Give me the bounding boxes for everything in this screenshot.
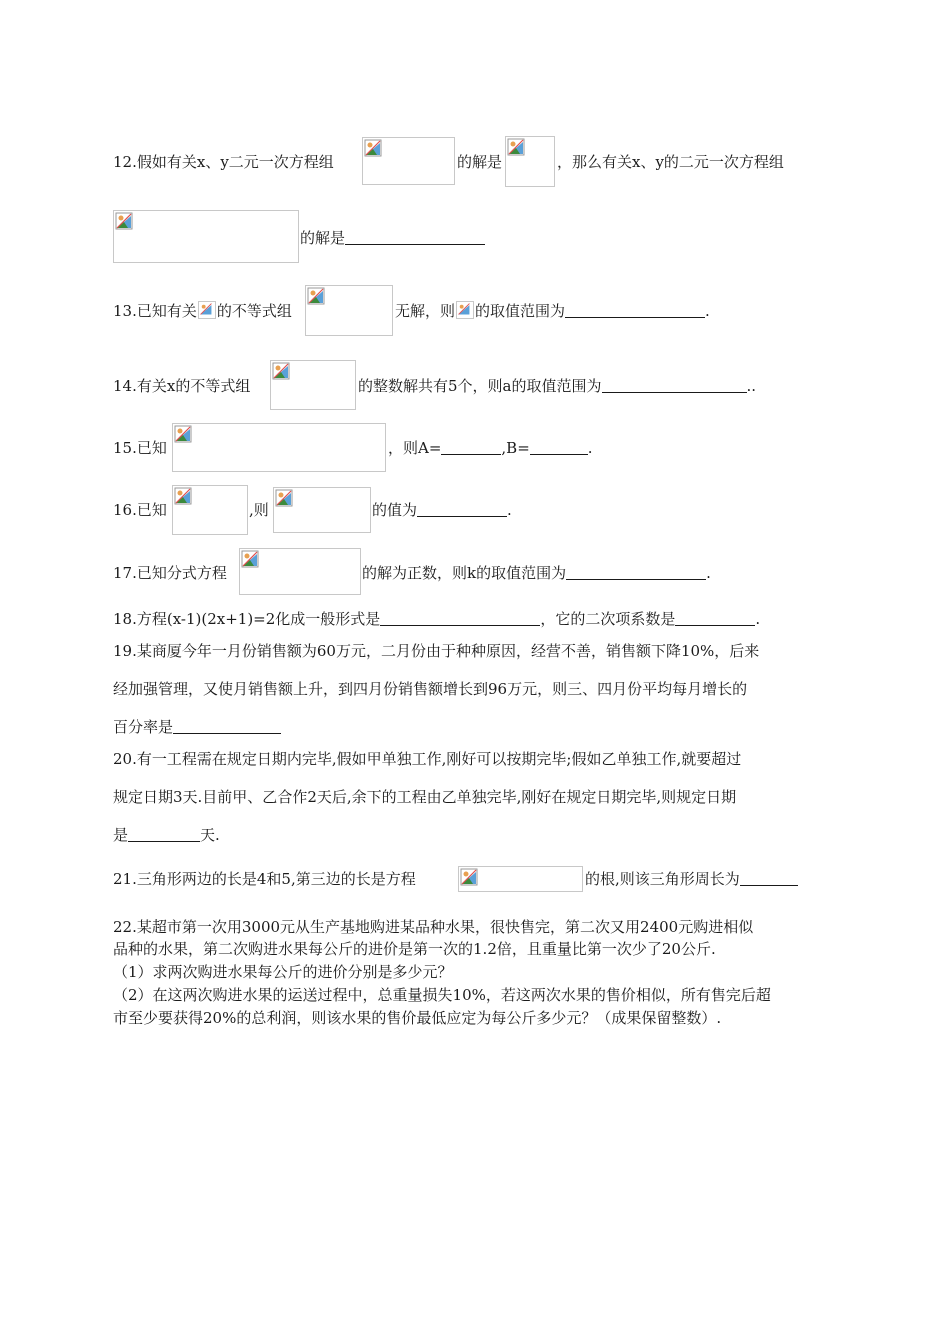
broken-image-icon (307, 287, 325, 305)
answer-blank-general-form[interactable] (380, 609, 540, 626)
q12-line1: 12.假如有关x、y二元一次方程组 (113, 153, 334, 171)
q21-line: 21.三角形两边的长是4和5,第三边的长是方程 (113, 870, 416, 888)
broken-image-icon (174, 487, 192, 505)
broken-image-icon (241, 550, 259, 568)
q13-line: 13.已知有关 的不等式组 (113, 302, 292, 320)
equation-system-image (362, 137, 455, 185)
quadratic-equation-image (458, 866, 583, 892)
expression-image (273, 487, 371, 533)
q12-line2: 的解是 (300, 228, 485, 248)
q22-line3: （1）求两次购进水果每公斤的进价分别是多少元？ (113, 963, 453, 981)
q22-line5: 市至少要获得20%的总利润，则该水果的售价最低应定为每公斤多少元？（成果保留整数）. (113, 1009, 722, 1027)
q12-text-c: ，那么有关x、y的二元一次方程组 (557, 153, 784, 171)
broken-image-icon (460, 868, 478, 886)
q14-line: 14.有关x的不等式组 (113, 377, 251, 395)
answer-blank[interactable] (566, 563, 706, 580)
q20-line2: 规定日期3天.目前甲、乙合作2天后,余下的工程由乙单独完毕,刚好在规定日期完毕,则规定日期 (113, 788, 737, 806)
answer-blank[interactable] (740, 869, 798, 886)
broken-image-icon (507, 138, 525, 156)
fraction-identity-image (172, 423, 386, 472)
q19-line2: 经加强管理，又使月销售额上升，到四月份销售额增长到96万元，则三、四月份平均每月增长的 (113, 680, 748, 698)
answer-blank[interactable] (128, 825, 200, 842)
broken-image-icon (174, 425, 192, 443)
broken-image-icon (115, 212, 133, 230)
q22-line1: 22.某超市第一次用3000元从生产基地购进某品种水果，很快售完，第二次又用2400元购进相似 (113, 918, 754, 936)
inequality-system-image (305, 285, 393, 336)
q21-text-b: 的根,则该三角形周长为 (585, 869, 798, 889)
q17-line: 17.已知分式方程 (113, 564, 227, 582)
q16-text-b: ,则 (249, 501, 269, 519)
q12-text-b: 的解是 (457, 153, 503, 171)
q13-line-b: 无解，则 的取值范围为 . (395, 302, 710, 320)
q18-line: 18.方程(x-1)(2x+1)=2化成一般形式是 ，它的二次项系数是 . (113, 610, 761, 628)
answer-blank-coefficient[interactable] (675, 609, 755, 626)
broken-image-icon (198, 301, 216, 319)
q14-line-b: 的整数解共有5个，则a的取值范围为 .. (358, 377, 757, 395)
q22-line2: 品种的水果，第二次购进水果每公斤的进价是第一次的1.2倍，且重量比第一次少了20公斤. (113, 940, 716, 958)
q22-line4: （2）在这两次购进水果的运送过程中，总重量损失10%，若这两次水果的售价相似，所有售完后超 (113, 986, 771, 1004)
answer-blank[interactable] (417, 500, 507, 517)
answer-blank[interactable] (565, 301, 705, 318)
answer-blank[interactable] (602, 376, 747, 393)
q16-text-c: 的值为 . (372, 501, 512, 519)
equation-system-2-image (113, 210, 299, 263)
broken-image-icon (275, 489, 293, 507)
broken-image-icon (272, 362, 290, 380)
q15-line: 15.已知 (113, 439, 167, 457)
solution-image (505, 136, 555, 187)
given-condition-image (172, 485, 248, 535)
answer-blank-b[interactable] (530, 438, 588, 455)
inequality-system-image (270, 360, 356, 410)
q20-line3: 是 天. (113, 826, 220, 844)
broken-image-icon (456, 301, 474, 319)
q16-line: 16.已知 (113, 501, 167, 519)
broken-image-icon (364, 139, 382, 157)
answer-blank[interactable] (173, 717, 281, 734)
fraction-equation-image (239, 548, 361, 595)
answer-blank[interactable] (345, 228, 485, 245)
q15-line-b: ，则A= ,B= . (388, 439, 593, 457)
q20-line1: 20.有一工程需在规定日期内完毕,假如甲单独工作,刚好可以按期完毕;假如乙单独工作,就要超过 (113, 750, 742, 768)
q19-line1: 19.某商厦今年一月份销售额为60万元，二月份由于种种原因，经营不善，销售额下降10%，后来 (113, 642, 760, 660)
q17-text-b: 的解为正数，则k的取值范围为 . (362, 564, 711, 582)
answer-blank-a[interactable] (441, 438, 501, 455)
q19-line3: 百分率是 (113, 717, 281, 737)
